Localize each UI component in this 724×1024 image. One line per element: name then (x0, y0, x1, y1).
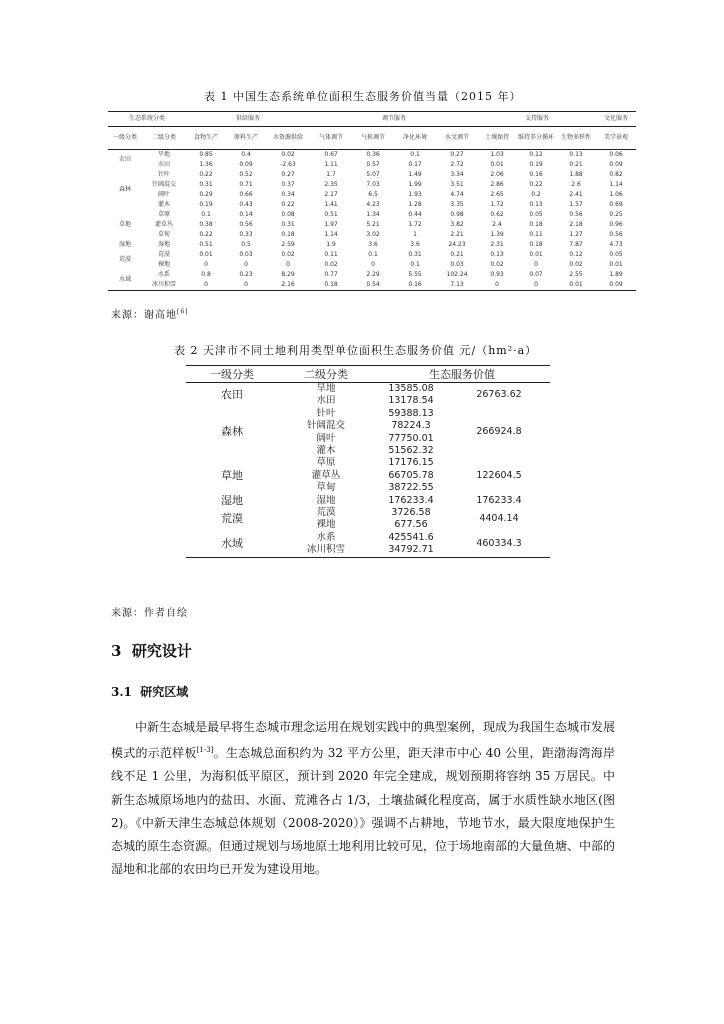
table1-cell: 1.36 (199, 161, 213, 168)
table1-cell: 0.12 (569, 251, 583, 258)
table2-value: 51562.32 (388, 445, 434, 457)
table1-source (111, 306, 189, 321)
table1-cell: 0.54 (366, 281, 380, 288)
col-header: 生态服务价值 (374, 366, 550, 383)
table1-cell: 0 (534, 261, 538, 268)
table1-cell: 0.01 (490, 161, 504, 168)
table2 (186, 365, 550, 558)
table1-row (108, 250, 636, 260)
table1-cell: 0.06 (609, 151, 623, 158)
body-paragraph (111, 716, 615, 881)
table1-group-name: 农田 (118, 156, 131, 163)
group-header-supply: 供给服务 (236, 115, 261, 122)
table1-cell: 0.38 (199, 221, 213, 228)
table2-sub-name: 灌木 (316, 445, 336, 457)
table1-group-name: 森林 (118, 186, 131, 193)
table1-cell: 0.21 (450, 251, 464, 258)
table2-value: 78224.3 (391, 420, 431, 432)
table1-cell: 0.22 (199, 171, 213, 178)
table1-cell: 0.18 (529, 221, 543, 228)
table1-cell: 2.16 (281, 281, 295, 288)
table2-sub-name: 针叶 (316, 407, 336, 419)
table1-cell: 0.16 (529, 171, 543, 178)
table1-cell: 0.25 (609, 211, 623, 218)
col-header: 水资源供给 (273, 134, 304, 141)
table1-cell: 0.1 (368, 251, 378, 258)
table1-sub-name: 针叶 (158, 171, 171, 178)
section-title: 研究设计 (131, 642, 192, 660)
table1-col-header-row (108, 127, 636, 150)
table1-cell: 4.74 (450, 191, 464, 198)
table1-cell: 0.01 (609, 261, 623, 268)
paragraph-text-2: 。生态城总面积约为 32 平方公里，距天津市中心 40 公里，距渤海湾海岸线不足 1 公里，为海积低平原区，预计到 2020 年完全建成，规划预期将容纳 35 万居民。中新生态城原场地内的盐田、水面、荒滩各占 1/3，土壤盐碱化程度高，属于水质性缺水地区(图 2)。《中新天津生态城总体规划（2008-2020）》强调不占耕地，节地节水，最大限度地保护生态城的原生态资源。但通过规划与场地原土地利用比较可见，位于场地南部的大量鱼塘、中部的湿地和北部的农田均已开发为建设用地。 (111, 746, 616, 877)
table2-value: 13178.54 (388, 395, 434, 407)
table1-sub-name: 灌木 (158, 201, 171, 208)
table1-cell: 1.14 (609, 181, 623, 188)
table1-cell: 2.21 (450, 231, 464, 238)
table1-cell: 0.05 (529, 211, 543, 218)
table1-cell: 5.55 (408, 271, 422, 278)
table1-cell: 7.13 (450, 281, 464, 288)
table1-cell: 1.89 (609, 271, 623, 278)
table1-cell: 0 (244, 261, 248, 268)
table1-source-text: 来源：谢高地 (111, 310, 177, 321)
table1-cell: 0 (244, 281, 248, 288)
table1-cell: 0.11 (324, 251, 338, 258)
table2-value: 425541.6 (388, 531, 434, 543)
table1-cell: 0.69 (609, 201, 623, 208)
table1-cell: 0.37 (281, 181, 295, 188)
section-number: 3 (111, 642, 122, 660)
table1-cell: 1.27 (569, 231, 583, 238)
col-header: 二级分类 (152, 134, 177, 141)
table1-cell: 1 (413, 231, 417, 238)
table1-cell: 2.31 (490, 241, 504, 248)
table1-row (108, 220, 636, 230)
table1-row (108, 160, 636, 170)
table1-cell: 2.55 (569, 271, 583, 278)
col-header: 维持养分循环 (518, 134, 555, 141)
table1-cell: 0 (495, 281, 499, 288)
table1-sub-name: 灌草丛 (155, 221, 174, 228)
paragraph-text-1: 中新生态城是最早将生态城市理念运用在规划实践中的典型案例，现成为我国生态城市发展模式的示范样板 (111, 720, 616, 761)
table1-cell: 7.03 (366, 181, 380, 188)
table1-cell: 0.01 (529, 251, 543, 258)
table1-cell: 2.35 (324, 181, 338, 188)
table1-cell: 1.39 (490, 231, 504, 238)
table2-row (186, 495, 550, 507)
table1-cell: 0 (204, 261, 208, 268)
table1-cell: 0.13 (529, 201, 543, 208)
table2-group-name: 水域 (186, 532, 278, 557)
table1-cell: 1.11 (324, 161, 338, 168)
table1-cell: 0.77 (324, 271, 338, 278)
col-header: 一级分类 (112, 134, 137, 141)
table1-cell: 0.09 (239, 161, 253, 168)
table2-value: 677.56 (394, 519, 428, 531)
subsection-heading (111, 683, 188, 700)
table1-cell: 0.31 (281, 221, 295, 228)
table1-sub-name: 裸地 (158, 261, 171, 268)
table1-row (108, 270, 636, 280)
table1-cell: 0 (286, 261, 290, 268)
table2-sub-name: 针阔混交 (306, 420, 345, 432)
table1-source-ref: [6] (177, 308, 189, 316)
group-header-support: 支持服务 (525, 115, 550, 122)
table1-cell: 0.02 (569, 261, 583, 268)
table1-cell: 0.2 (531, 191, 541, 198)
table1-cell: 0.51 (324, 211, 338, 218)
col-header: 原料生产 (234, 134, 259, 141)
table2-value: 59388.13 (388, 407, 434, 419)
col-header: 食物生产 (194, 134, 219, 141)
table2-group-total: 26763.62 (476, 389, 522, 401)
table1-cell: 0.1 (201, 211, 211, 218)
table1-cell: 0.16 (408, 281, 422, 288)
table1-cell: 0.1 (410, 151, 420, 158)
table1-cell: 0.14 (239, 211, 253, 218)
table2-sub-name: 湿地 (316, 494, 336, 506)
table2-group-name: 湿地 (221, 493, 243, 507)
table2-sub-name: 草原 (316, 457, 336, 469)
table1-cell: 0.34 (281, 191, 295, 198)
col-header: 一级分类 (186, 366, 278, 383)
col-header: 水文调节 (445, 134, 470, 141)
table2-sub-name: 灌草丛 (311, 469, 341, 481)
table2-row (186, 383, 550, 396)
table1-cell: 24.23 (448, 241, 466, 248)
table1-cell: 1.97 (324, 221, 338, 228)
table1-cell: 0.66 (239, 191, 253, 198)
subsection-number: 3.1 (111, 685, 132, 699)
table1-cell: 3.34 (450, 171, 464, 178)
col-header: 美学景观 (604, 134, 629, 141)
table1-cell: 2.17 (324, 191, 338, 198)
table1-cell: 0.43 (239, 201, 253, 208)
table1-cell: 0.09 (609, 161, 623, 168)
table1-sub-name: 水系 (158, 271, 171, 278)
col-header: 土壤保持 (485, 134, 510, 141)
table1-cell: 0.23 (239, 271, 253, 278)
table1-cell: 3.6 (410, 241, 420, 248)
table2-sub-name: 裸地 (316, 519, 336, 531)
table1-group-name: 水域 (118, 276, 131, 283)
table1-cell: 0.02 (490, 261, 504, 268)
table2-group-name: 草地 (221, 468, 243, 482)
table1-sub-name: 冰川积雪 (152, 281, 177, 288)
table1-cell: 0.85 (199, 151, 213, 158)
table1-cell: 0.62 (490, 211, 504, 218)
table1-cell: 4.73 (609, 241, 623, 248)
table1-sub-name: 荒漠 (158, 251, 171, 258)
table1-cell: 1.9 (326, 241, 336, 248)
table1-cell: 2.29 (366, 271, 380, 278)
table2-group-total: 4404.14 (479, 513, 519, 525)
table1-cell: 0.01 (569, 281, 583, 288)
table2-sub-name: 冰川积雪 (278, 544, 374, 557)
table1-cell: 0.18 (281, 231, 295, 238)
table1-cell: 0.93 (490, 271, 504, 278)
table1-cell: 0.02 (281, 151, 295, 158)
table2-source: 来源：作者自绘 (111, 608, 188, 619)
group-header-regulate: 调节服务 (382, 115, 407, 122)
table2-group-name: 农田 (221, 388, 243, 402)
table2-row (186, 408, 550, 420)
table1-cell: 2.72 (450, 161, 464, 168)
table1-cell: 1.57 (569, 201, 583, 208)
table1-cell: 0.1 (410, 261, 420, 268)
table1-cell: 2.4 (492, 221, 502, 228)
table1-cell: 2.06 (490, 171, 504, 178)
table1-cell: 0.03 (450, 261, 464, 268)
table2-group-total: 460334.3 (448, 532, 550, 557)
table1-cell: 0.57 (366, 161, 380, 168)
table1-cell: 2.6 (571, 181, 581, 188)
table1-cell: 0.82 (609, 171, 623, 178)
table2-group-name: 荒漠 (221, 512, 243, 526)
table1-row (108, 280, 636, 291)
table1-cell: 0.44 (408, 211, 422, 218)
table2-row (186, 457, 550, 469)
table1-cell: 0.96 (609, 221, 623, 228)
table2-value: 17176.15 (388, 457, 434, 469)
table1-cell: 3.82 (450, 221, 464, 228)
table2-sub-name: 旱地 (316, 383, 336, 394)
table1-cell: 102.24 (446, 271, 468, 278)
table1-caption: 表 1 中国生态系统单位面积生态服务价值当量（2015 年） (204, 90, 522, 103)
table1-cell: 2.86 (490, 181, 504, 188)
table1-cell: 1.72 (408, 221, 422, 228)
table1-row (108, 170, 636, 180)
table1-cell: 5.07 (366, 171, 380, 178)
table1-cell: 7.87 (569, 241, 583, 248)
table2-value: 13585.08 (388, 383, 434, 394)
table1-cell: 0.21 (569, 161, 583, 168)
table1-cell: 1.41 (324, 201, 338, 208)
table1-row (108, 230, 636, 240)
table1-group-name: 草地 (118, 221, 131, 228)
table1-cell: 1.14 (324, 231, 338, 238)
table1-sub-name: 针阔混交 (152, 181, 177, 188)
col-header: 净化环境 (403, 134, 428, 141)
table1-cell: 0.56 (569, 211, 583, 218)
table1-cell: 0.98 (450, 211, 464, 218)
table1-cell: 0.8 (201, 271, 211, 278)
table1-group-name: 荒漠 (118, 256, 131, 263)
table1-cell: 0.36 (366, 151, 380, 158)
table1-sub-name: 旱地 (158, 151, 171, 158)
table2-group-total: 122604.5 (476, 469, 522, 481)
table2-group-name: 森林 (221, 425, 243, 439)
table1-row (108, 260, 636, 270)
col-header: 二级分类 (278, 366, 374, 383)
table1-cell: 0 (204, 281, 208, 288)
table1-cell: 1.34 (366, 211, 380, 218)
table1-cell: 0.56 (609, 231, 623, 238)
table2-value: 176233.4 (388, 494, 434, 506)
table1-cell: 0.07 (529, 271, 543, 278)
col-header: 气候调节 (361, 134, 386, 141)
table2-sub-name: 水田 (316, 395, 336, 407)
table1-sub-name: 湿地 (158, 241, 171, 248)
table1-cell: 0.56 (239, 221, 253, 228)
table1-cell: 0.17 (408, 161, 422, 168)
table1-cell: 0 (371, 261, 375, 268)
table1-cell: 0.29 (199, 191, 213, 198)
table1-cell: 0.51 (199, 241, 213, 248)
table1-cell: 0.13 (569, 151, 583, 158)
table1-cell: 0.5 (241, 241, 251, 248)
table1-cell: 0.67 (324, 151, 338, 158)
table1-cell: 0.18 (324, 281, 338, 288)
table1-cell: 0.19 (199, 201, 213, 208)
table1-cell: 1.49 (408, 171, 422, 178)
table1-row (108, 240, 636, 250)
subsection-title: 研究区域 (140, 685, 189, 699)
table2-caption: 表 2 天津市不同土地利用类型单位面积生态服务价值 元/（hm²·a） (174, 344, 538, 357)
table1-cell: 1.7 (326, 171, 336, 178)
table2-value: 38722.55 (388, 482, 434, 494)
table1-row (108, 190, 636, 200)
table1-cell: 0.01 (199, 251, 213, 258)
table1-cell: 0.09 (609, 281, 623, 288)
table2-group-total: 176233.4 (476, 494, 522, 506)
table1-row (108, 180, 636, 190)
table2-sub-name: 阔叶 (316, 432, 336, 444)
table2-sub-name: 草甸 (316, 482, 336, 494)
table1-cell: 1.93 (408, 191, 422, 198)
table1-group-header-row (108, 112, 636, 127)
table1-cell: 0.22 (281, 201, 295, 208)
table1-cell: 0.11 (529, 231, 543, 238)
table1-cell: 0.27 (281, 171, 295, 178)
table1-cell: 5.21 (366, 221, 380, 228)
table2-value: 66705.78 (388, 469, 434, 481)
table1-group-name: 湿地 (118, 241, 131, 248)
group-header-culture: 文化服务 (604, 115, 629, 122)
table1-cell: 0.31 (199, 181, 213, 188)
table1-cell: 3.02 (366, 231, 380, 238)
table1-cell: 3.35 (450, 201, 464, 208)
table2-row (186, 532, 550, 544)
table1-cell: 2.65 (490, 191, 504, 198)
table1-cell: 0.22 (199, 231, 213, 238)
table1-cell: 0.22 (529, 181, 543, 188)
table1-cell: 4.23 (366, 201, 380, 208)
table1-cell: 0.19 (529, 161, 543, 168)
table2-header-row (186, 366, 550, 383)
col-header: 生物多样性 (561, 134, 592, 141)
table2-row (186, 507, 550, 519)
table1-sub-name: 水田 (158, 161, 171, 168)
table1-cell: -2.63 (280, 161, 296, 168)
table1-cell: 0.12 (529, 151, 543, 158)
table1-cell: 2.41 (569, 191, 583, 198)
table1-cell: 0.02 (324, 261, 338, 268)
table1-cell: 2.18 (569, 221, 583, 228)
section-heading (111, 640, 192, 661)
table1-cell: 0.02 (281, 251, 295, 258)
table1-row (108, 150, 636, 161)
group-header-eco-type: 生态系统分类 (129, 115, 166, 122)
table1-cell: 1.28 (408, 201, 422, 208)
table1-sub-name: 草原 (158, 211, 171, 218)
table1-cell: 2.59 (281, 241, 295, 248)
table2-sub-name: 水系 (316, 531, 336, 543)
table1-cell: 3.6 (368, 241, 378, 248)
paragraph-ref: [1-3] (196, 746, 214, 755)
table1-cell: 6.5 (368, 191, 378, 198)
table1-cell: 0.52 (239, 171, 253, 178)
table1-cell: 8.29 (281, 271, 295, 278)
table2-value: 3726.58 (391, 507, 431, 519)
table2-value: 34792.71 (374, 544, 448, 557)
table1-cell: 1.99 (408, 181, 422, 188)
table1-cell: 3.51 (450, 181, 464, 188)
table1-cell: 0.33 (239, 231, 253, 238)
table2-group-total: 266924.8 (476, 426, 522, 438)
table1-cell: 1.03 (490, 151, 504, 158)
table1-cell: 0.4 (241, 151, 251, 158)
table1-cell: 0.08 (281, 211, 295, 218)
table1-row (108, 210, 636, 220)
col-header: 气体调节 (319, 134, 344, 141)
table2-value: 77750.01 (388, 432, 434, 444)
table1-cell: 1.06 (609, 191, 623, 198)
table2-sub-name: 荒漠 (316, 507, 336, 519)
table1-cell: 0.03 (239, 251, 253, 258)
table1-cell: 0.27 (450, 151, 464, 158)
table1-cell: 1.72 (490, 201, 504, 208)
table1-cell: 0.05 (609, 251, 623, 258)
table1-cell: 0.31 (408, 251, 422, 258)
table1-cell: 1.88 (569, 171, 583, 178)
table1-cell: 0.71 (239, 181, 253, 188)
table1-cell: 0.13 (490, 251, 504, 258)
table1-cell: 0.18 (529, 241, 543, 248)
table1-sub-name: 草甸 (158, 231, 171, 238)
table1-row (108, 200, 636, 210)
table1 (108, 111, 636, 291)
table1-sub-name: 阔叶 (158, 191, 171, 198)
table1-cell: 0 (534, 281, 538, 288)
